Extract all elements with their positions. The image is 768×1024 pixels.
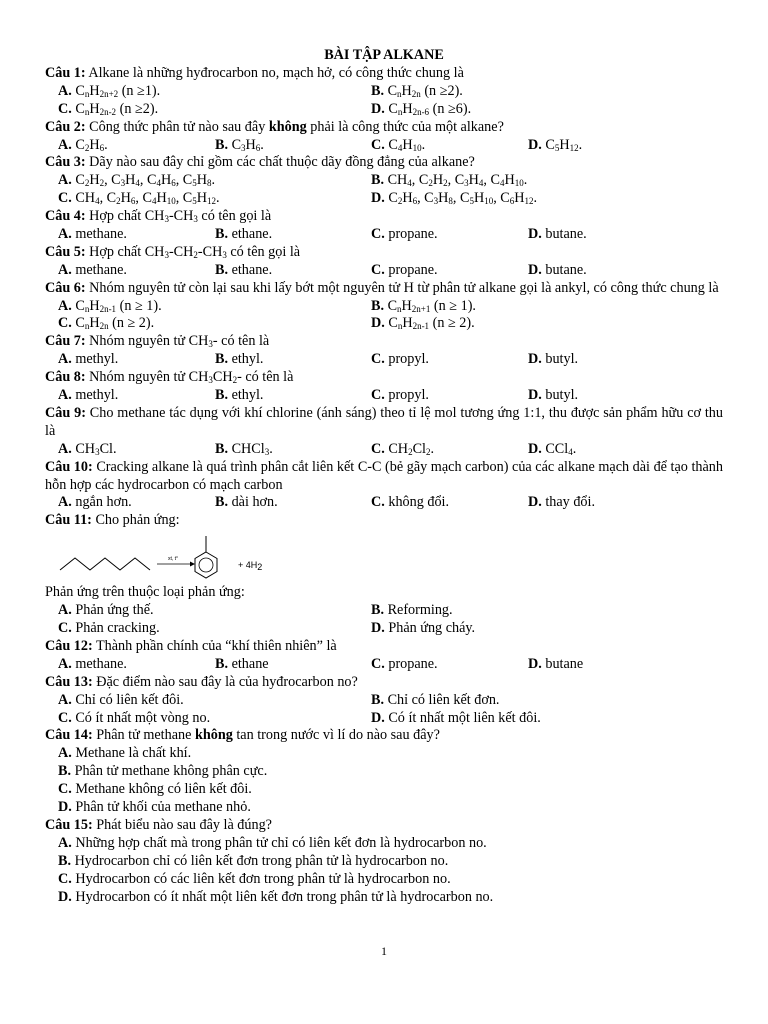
option-c: C. propane.	[371, 225, 438, 242]
option-d: D. butyl.	[528, 351, 579, 368]
option-c: C. Methane không có liên kết đôi.	[58, 781, 252, 798]
aromatic-circle	[199, 558, 213, 572]
question-text: Hợp chất $CH_3-CH_3$ có tên gọi là	[85, 208, 272, 225]
option-b: B. $C_nH_{2n+1}$ (n ≥ 1).	[371, 297, 476, 314]
question-number: Câu 12:	[45, 637, 93, 654]
option-c: C. $C_4H_{10}$.	[371, 136, 426, 153]
question-text: Cho methane tác dụng với khí chlorine (ánh sáng) theo tỉ lệ mol tương ứng 1:1, thu được sản phẩm hữu cơ thu là	[45, 404, 723, 439]
option-c: C. $C_nH_{2n}$ (n ≥ 2).	[58, 315, 155, 332]
option-b: B. ethyl.	[215, 351, 264, 368]
question-number: Câu 13:	[45, 673, 93, 690]
question-9	[45, 405, 723, 459]
option-d: D. $C_nH_{2n-6}$ (n ≥6).	[371, 100, 472, 117]
option-d: D. Phân tử khối của methane nhỏ.	[58, 799, 251, 816]
option-a: A. $C_nH_{2n-1}$ (n ≥ 1).	[58, 297, 162, 314]
option-a: A. methane.	[58, 655, 127, 672]
question-number: Câu 10:	[45, 458, 93, 475]
option-d: D. butyl.	[528, 387, 579, 404]
worksheet	[45, 47, 723, 907]
option-c: C. propane.	[371, 261, 438, 278]
option-a: A. $C_2H_2$, $C_3H_4$, $C_4H_6$, $C_5H_8$.	[58, 172, 216, 189]
option-d: D. butane.	[528, 225, 587, 242]
option-b: B. Hydrocarbon chỉ có liên kết đơn trong phân tử là hydrocarbon no.	[58, 852, 449, 869]
option-c: C. propyl.	[371, 387, 429, 404]
option-a: A. methane.	[58, 225, 127, 242]
option-c: C. Phản cracking.	[58, 620, 160, 637]
heptane-zigzag	[60, 558, 150, 570]
option-b: B. Phân tử methane không phân cực.	[58, 763, 268, 780]
option-c: C. $CH_2Cl_2$.	[371, 440, 435, 457]
option-d: D. Có ít nhất một liên kết đôi.	[371, 709, 541, 726]
question-text: Nhóm nguyên tử $CH_3CH_2-$ có tên là	[85, 369, 294, 386]
option-b: B. CHCl$_3$.	[215, 440, 273, 457]
question-number: Câu 8:	[45, 369, 86, 386]
question-text: Hợp chất $CH_3-CH_2-CH_3$ có tên gọi là	[85, 243, 301, 260]
option-d: D. butane.	[528, 261, 587, 278]
question-number: Câu 7:	[45, 333, 86, 350]
arrow-head	[190, 562, 195, 567]
question-7	[45, 333, 723, 369]
option-c: C. Hydrocarbon có các liên kết đơn trong phân tử là hydrocarbon no.	[58, 870, 451, 887]
question-number: Câu 5:	[45, 243, 86, 260]
option-a: A. methane.	[58, 261, 127, 278]
option-b: B. ethane	[215, 655, 269, 672]
option-a: A. methyl.	[58, 351, 119, 368]
question-15	[45, 817, 723, 907]
option-d: D. $C_2H_6$, $C_3H_8$, $C_5H_{10}$, $C_6H_{12}$.	[371, 190, 538, 207]
question-1	[45, 65, 723, 119]
question-subtext: Phản ứng trên thuộc loại phản ứng:	[45, 584, 245, 601]
question-11	[45, 512, 723, 638]
option-b: B. ethyl.	[215, 387, 264, 404]
question-6	[45, 280, 723, 334]
question-10	[45, 459, 723, 513]
question-text: Phát biểu nào sau đây là đúng?	[92, 816, 272, 833]
question-2	[45, 119, 723, 155]
question-text: Alkane là những hyđrocarbon no, mạch hở, có công thức chung là	[85, 64, 464, 81]
toluene-ring	[195, 552, 217, 578]
option-b: B. dài hơn.	[215, 494, 278, 511]
option-b: B. $C_nH_{2n}$ (n ≥2).	[371, 82, 463, 99]
question-5	[45, 244, 723, 280]
option-c: C. Có ít nhất một vòng no.	[58, 709, 211, 726]
option-c: C. không đổi.	[371, 494, 450, 511]
option-a: A. $CH_3Cl$.	[58, 440, 117, 457]
question-13	[45, 674, 723, 728]
question-number: Câu 9:	[45, 404, 86, 421]
option-d: D. butane	[528, 655, 584, 672]
question-text: Thành phần chính của “khí thiên nhiên” là	[92, 637, 337, 654]
reaction-diagram	[45, 530, 723, 582]
page-title: BÀI TẬP ALKANE	[324, 47, 444, 63]
option-a: A. Phản ứng thế.	[58, 602, 154, 619]
option-a: A. $C_2H_6$.	[58, 136, 108, 153]
option-c: C. propane.	[371, 655, 438, 672]
question-number: Câu 2:	[45, 118, 86, 135]
question-number: Câu 11:	[45, 512, 92, 529]
option-d: D. CCl$_4$.	[528, 440, 577, 457]
question-text: Đặc điểm nào sau đây là của hyđrocarbon no?	[92, 673, 358, 690]
option-c: C. $CH_4$, $C_2H_6$, $C_4H_{10}$, $C_5H_{12}$.	[58, 190, 220, 207]
question-number: Câu 1:	[45, 64, 86, 81]
option-c: C. propyl.	[371, 351, 429, 368]
question-text: Cho phản ứng:	[91, 512, 180, 529]
option-d: D. Phản ứng cháy.	[371, 620, 476, 637]
option-a: A. $C_nH_{2n+2}$ (n ≥1).	[58, 82, 161, 99]
option-b: B. ethane.	[215, 261, 273, 278]
option-d: D. $C_5H_{12}$.	[528, 136, 583, 153]
option-a: A. ngắn hơn.	[58, 494, 132, 511]
option-d: D. thay đổi.	[528, 494, 595, 511]
page-number: 1	[381, 944, 387, 958]
reaction-conditions: xt, t°	[168, 556, 179, 563]
option-b: B. $C_3H_6$.	[215, 136, 264, 153]
question-4	[45, 208, 723, 244]
question-12	[45, 638, 723, 674]
question-text: Dãy nào sau đây chỉ gồm các chất thuộc dãy đồng đẳng của alkane?	[85, 154, 475, 171]
question-number: Câu 6:	[45, 279, 86, 296]
hydrogen-product: + $4H_2$	[238, 560, 263, 573]
option-a: A. Methane là chất khí.	[58, 745, 192, 762]
question-3	[45, 154, 723, 208]
option-a: A. Chỉ có liên kết đôi.	[58, 691, 184, 708]
option-b: B. ethane.	[215, 225, 273, 242]
question-number: Câu 3:	[45, 154, 86, 171]
option-a: A. methyl.	[58, 387, 119, 404]
question-text: Cracking alkane là quá trình phân cắt liên kết C-C (bẻ gãy mạch carbon) của các alkane mạch dài để tạo thành hỗn hợp các hydrocarbon có mạch carbon	[45, 458, 723, 493]
question-8	[45, 369, 723, 405]
question-number: Câu 15:	[45, 816, 93, 833]
option-b: B. Reforming.	[371, 602, 453, 619]
option-d: D. $C_nH_{2n-1}$ (n ≥ 2).	[371, 315, 475, 332]
question-text: Công thức phân tử nào sau đây không phải là công thức của một alkane?	[85, 118, 504, 135]
option-c: C. $C_nH_{2n-2}$ (n ≥2).	[58, 100, 159, 117]
option-b: B. Chỉ có liên kết đơn.	[371, 691, 500, 708]
question-number: Câu 14:	[45, 727, 93, 744]
option-b: B. $CH_4$, $C_2H_2$, $C_3H_4$, $C_4H_{10}$.	[371, 172, 528, 189]
option-a: A. Những hợp chất mà trong phân tử chỉ có liên kết đơn là hydrocarbon no.	[58, 834, 487, 851]
question-text: Nhóm nguyên tử $CH_3-$ có tên là	[85, 333, 270, 350]
question-number: Câu 4:	[45, 208, 86, 225]
option-d: D. Hydrocarbon có ít nhất một liên kết đơn trong phân tử là hydrocarbon no.	[58, 888, 494, 905]
question-14	[45, 727, 723, 817]
question-text: Nhóm nguyên tử còn lại sau khi lấy bớt một nguyên tử H từ phân tử alkane gọi là ankyl, có công thức chung là	[85, 279, 719, 296]
question-text: Phân tử methane không tan trong nước vì lí do nào sau đây?	[92, 727, 440, 744]
